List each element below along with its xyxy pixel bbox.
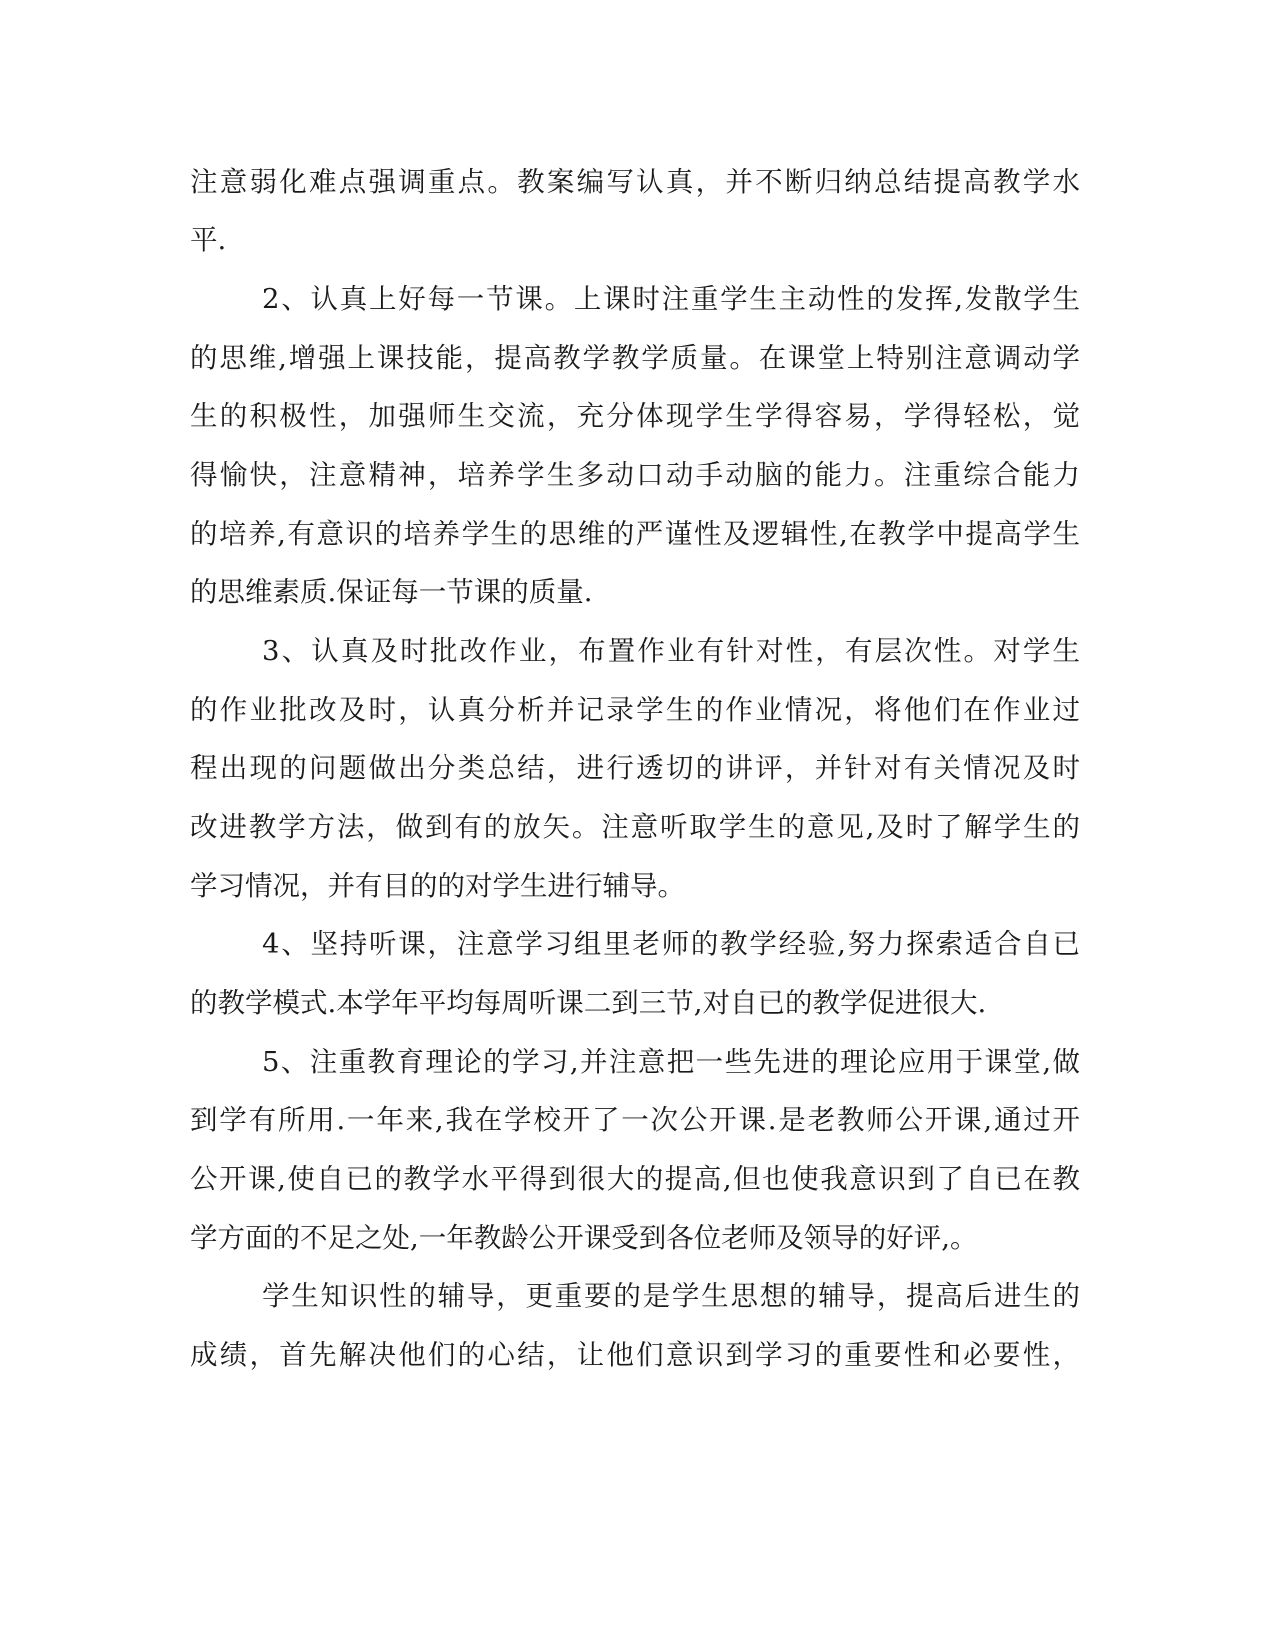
body-text-line: 公开课,使自已的教学水平得到很大的提高,但也使我意识到了自已在教 <box>190 1163 1080 1195</box>
paragraph-5-first-line: 5、注重教育理论的学习,并注意把一些先进的理论应用于课堂,做 <box>262 1046 1080 1078</box>
body-text-line: 学方面的不足之处,一年教龄公开课受到各位老师及领导的好评,。 <box>190 1222 978 1254</box>
paragraph-2-first-line: 2、认真上好每一节课。上课时注重学生主动性的发挥,发散学生 <box>262 283 1080 315</box>
body-text-line: 成绩，首先解决他们的心结，让他们意识到学习的重要性和必要性， <box>190 1339 1080 1371</box>
paragraph-6-first-line: 学生知识性的辅导，更重要的是学生思想的辅导，提高后进生的 <box>262 1280 1080 1312</box>
body-text-line: 学习情况，并有目的的对学生进行辅导。 <box>190 870 685 902</box>
paragraph-4-first-line: 4、坚持听课，注意学习组里老师的教学经验,努力探索适合自已 <box>262 928 1080 960</box>
body-text-line: 到学有所用.一年来,我在学校开了一次公开课.是老教师公开课,通过开 <box>190 1104 1080 1136</box>
body-text-line: 的作业批改及时，认真分析并记录学生的作业情况，将他们在作业过 <box>190 694 1080 726</box>
paragraph-3-first-line: 3、认真及时批改作业，布置作业有针对性，有层次性。对学生 <box>262 635 1080 667</box>
body-text-line: 注意弱化难点强调重点。教案编写认真，并不断归纳总结提高教学水 <box>190 166 1080 198</box>
body-text-line: 得愉快，注意精神，培养学生多动口动手动脑的能力。注重综合能力 <box>190 459 1080 491</box>
body-text-line: 的思维,增强上课技能，提高教学教学质量。在课堂上特别注意调动学 <box>190 342 1080 374</box>
body-text-line: 平. <box>190 224 227 256</box>
body-text-line: 生的积极性，加强师生交流，充分体现学生学得容易，学得轻松，觉 <box>190 400 1080 432</box>
body-text-line: 的教学模式.本学年平均每周听课二到三节,对自已的教学促进很大. <box>190 987 987 1019</box>
body-text-line: 改进教学方法，做到有的放矢。注意听取学生的意见,及时了解学生的 <box>190 811 1080 843</box>
body-text-line: 的培养,有意识的培养学生的思维的严谨性及逻辑性,在教学中提高学生 <box>190 518 1080 550</box>
body-text-line: 的思维素质.保证每一节课的质量. <box>190 576 593 608</box>
body-text-line: 程出现的问题做出分类总结，进行透切的讲评，并针对有关情况及时 <box>190 752 1080 784</box>
